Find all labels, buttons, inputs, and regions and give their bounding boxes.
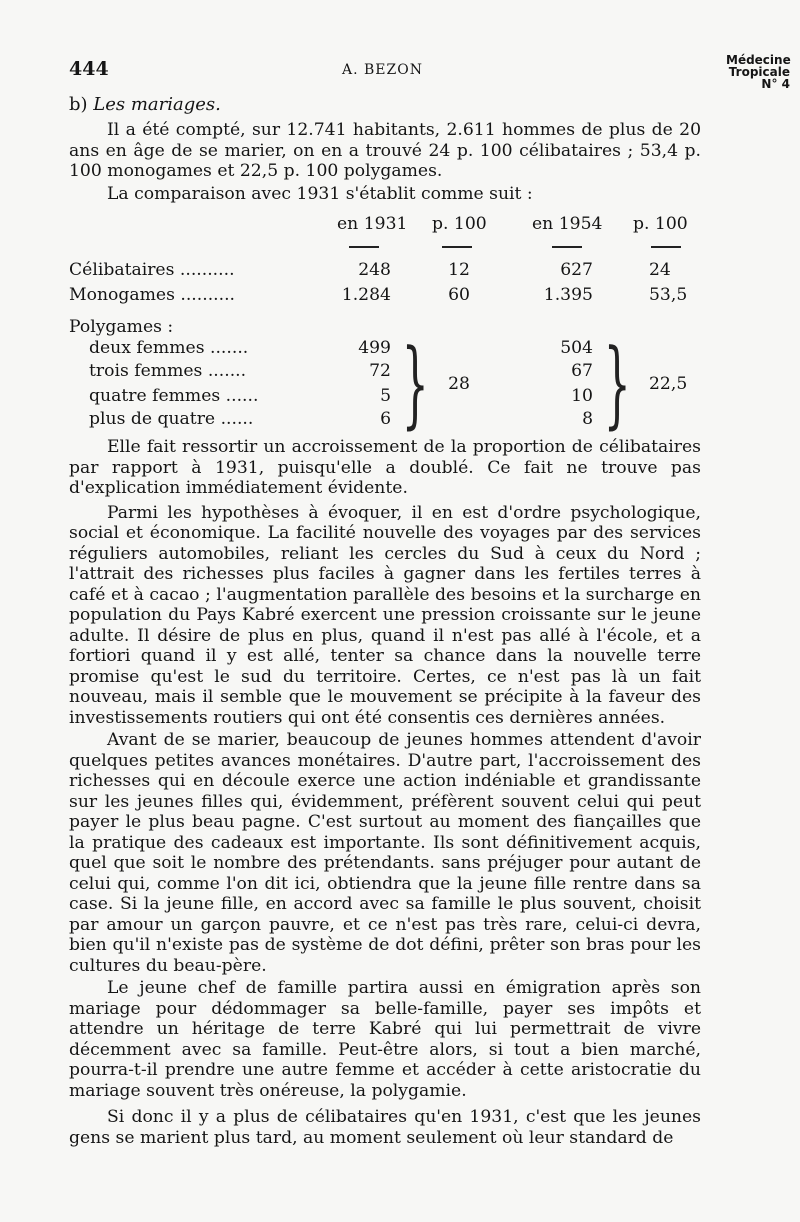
cell-value: 60 <box>448 285 470 305</box>
cell-value: 499 <box>358 338 391 358</box>
paragraph: La comparaison avec 1931 s'établit comme suit : <box>107 183 533 204</box>
paragraph: Si donc il y a plus de célibataires qu'en 1931, c'est que les jeunes gens se marient plus tard, au moment seulement où leur standard de <box>69 1107 701 1148</box>
paragraph: Parmi les hypothèses à évoquer, il en est d'ordre psychologique, social et économique. La facilité nouvelle des voyages par des services réguliers automobiles, reliant les cercles du Sud à ceux du Nord ; l'attrait des richesses plus faciles à gagner dans les fertiles terres à café et à cacao ; l'augmentation parallèle des besoins et la surcharge en population du Pays Kabré exercent une pression croissante sur le jeune adulte. Il désire de plus en plus, quand il n'est pas allé à l'école, et a fortiori quand il y est allé, tenter sa chance dans la nouvelle terre promise qu'est le sud du territoire. Certes, ce n'est pas là un fait nouveau, mais il semble que le mouvement se précipite à la faveur des investissements routiers qui ont été consentis ces dernières années. <box>69 502 701 728</box>
cell-value: 1.284 <box>341 285 391 305</box>
journal-line-2: Tropicale <box>728 65 790 79</box>
col-header-pct-1954: p. 100 <box>633 214 688 234</box>
journal-line-1: Médecine <box>726 53 791 67</box>
paragraph: Avant de se marier, beaucoup de jeunes hommes attendent d'avoir quelques petites avances monétaires. D'autre part, l'accroissement des richesses qui en découle exerce une action indéniable et grandissante sur les jeunes filles qui, évidemment, préfèrent souvent celui qui peut payer le plus beau pagne. C'est surtout au moment des fiançailles que la pratique des cadeaux est importante. Ils sont définitivement acquis, quel que soit le nombre des prétendants. sans préjuger pour autant de celui qui, comme l'on dit ici, obtiendra que la jeune fille rentre dans sa case. Si la jeune fille, en accord avec sa famille le plus souvent, choisit par amour un garçon pauvre, et ce n'est pas très rare, celui-ci devra, bien qu'il n'existe pas de système de dot défini, prêter son bras pour les cultures du beau-père. <box>69 730 701 976</box>
section-heading <box>69 94 221 115</box>
row-label: deux femmes ....... <box>89 338 249 358</box>
row-label: Célibataires .......... <box>69 260 235 280</box>
header-rule <box>442 246 472 248</box>
cell-value: 53,5 <box>649 285 688 305</box>
cell-value: 504 <box>560 338 593 358</box>
section-label: b) <box>69 94 88 115</box>
polygamy-label: Polygames : <box>69 317 174 337</box>
header-rule <box>651 246 681 248</box>
cell-value: 1.395 <box>543 285 593 305</box>
cell-value: 72 <box>369 361 391 381</box>
body-text <box>69 437 701 1148</box>
paragraph: Le jeune chef de famille partira aussi en émigration après son mariage pour dédommager sa belle-famille, payer ses impôts et attendre un héritage de terre Kabré qui lui permettrait de vivre décemment avec sa famille. Peut-être alors, si tout a bien marché, pourra-t-il prendre une autre femme et accéder à cette aristocratie du mariage souvent très onéreuse, la polygamie. <box>69 978 701 1101</box>
cell-value: 248 <box>358 260 391 280</box>
col-header-1954: en 1954 <box>532 214 603 234</box>
cell-value: 627 <box>560 260 593 280</box>
section-title: Les mariages. <box>93 94 221 115</box>
running-head-author: A. BEZON <box>342 62 423 78</box>
col-header-pct-1931: p. 100 <box>432 214 487 234</box>
header-rule <box>552 246 582 248</box>
polygamy-pct-1931: 28 <box>448 374 470 394</box>
journal-name <box>726 54 790 90</box>
cell-value: 24 <box>649 260 671 280</box>
cell-value: 5 <box>380 386 391 406</box>
cell-value: 67 <box>571 361 593 381</box>
row-label: plus de quatre ...... <box>89 409 254 429</box>
col-header-1931: en 1931 <box>337 214 408 234</box>
header-rule <box>349 246 379 248</box>
cell-value: 10 <box>571 386 593 406</box>
row-label: Monogames .......... <box>69 285 236 305</box>
cell-value: 8 <box>582 409 593 429</box>
brace-1954: } <box>603 329 631 439</box>
paragraph: Il a été compté, sur 12.741 habitants, 2.611 hommes de plus de 20 ans en âge de se marier, on en a trouvé 24 p. 100 célibataires ; 53,4 p. 100 monogames et 22,5 p. 100 polygames. <box>69 120 701 181</box>
journal-line-3: N° 4 <box>761 77 790 91</box>
row-label: quatre femmes ...... <box>89 386 259 406</box>
polygamy-pct-1954: 22,5 <box>649 374 688 394</box>
intro-text <box>69 120 701 204</box>
cell-value: 12 <box>448 260 470 280</box>
row-label: trois femmes ....... <box>89 361 247 381</box>
brace-1931: } <box>401 329 429 439</box>
cell-value: 6 <box>380 409 391 429</box>
paragraph: Elle fait ressortir un accroissement de la proportion de célibataires par rapport à 1931, puisqu'elle a doublé. Ce fait ne trouve pas d'explication immédiatement évidente. <box>69 437 701 498</box>
page-number: 444 <box>69 58 109 80</box>
